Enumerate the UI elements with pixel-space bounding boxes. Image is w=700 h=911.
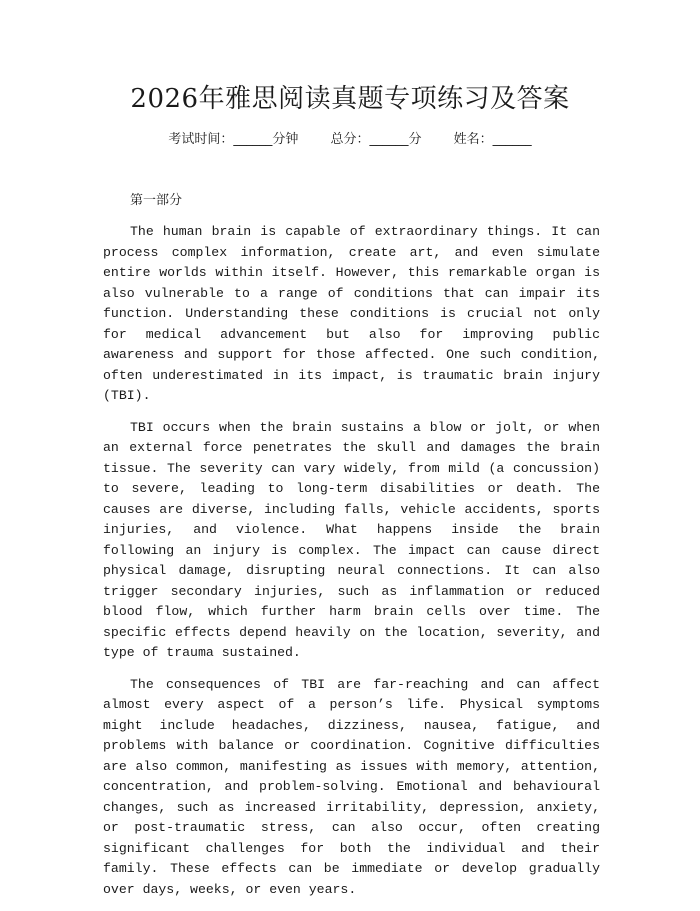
page-title: 2026年雅思阅读真题专项练习及答案 xyxy=(130,84,570,114)
exam-time-field: 考试时间：______分钟 xyxy=(168,132,299,147)
student-name-field: 姓名：______ xyxy=(453,132,532,147)
reading-passage xyxy=(103,222,600,911)
section-heading: 第一部分 xyxy=(130,193,183,208)
total-score-field: 总分：______分 xyxy=(330,132,422,147)
exam-info-line xyxy=(0,131,700,149)
passage-paragraph: The human brain is capable of extraordinary things. It can process complex information, create art, and even simulate entire worlds within itself. However, this remarkable organ is also vulnerable to a range of conditions that can impair its function. Understanding these conditions is crucial not only for medical advancement but also for improving public awareness and support for those affected. One such condition, often underestimated in its impact, is traumatic brain injury (TBI). xyxy=(103,224,600,403)
passage-paragraph: The consequences of TBI are far-reaching and can affect almost every aspect of a person’s life. Physical symptoms might include headaches, dizziness, nausea, fatigue, and problems with balance or coordination. Cognitive difficulties are also common, manifesting as issues with memory, attention, concentration, and problem-solving. Emotional and behavioural changes, such as increased irritability, depression, anxiety, or post-traumatic stress, can also occur, often creating significant challenges for both the individual and their family. These effects can be immediate or develop gradually over days, weeks, or even years. xyxy=(103,676,600,897)
passage-paragraph: TBI occurs when the brain sustains a blow or jolt, or when an external force penetrates the skull and damages the brain tissue. The severity can vary widely, from mild (a concussion) to severe, leading to long-term disabilities or death. The causes are diverse, including falls, vehicle accidents, sports injuries, and violence. What happens inside the brain following an injury is complex. The impact can cause direct physical damage, disrupting neural connections. It can also trigger secondary injuries, such as inflammation or reduced blood flow, which further harm brain cells over time. The specific effects depend heavily on the location, severity, and type of trauma sustained. xyxy=(103,419,600,660)
